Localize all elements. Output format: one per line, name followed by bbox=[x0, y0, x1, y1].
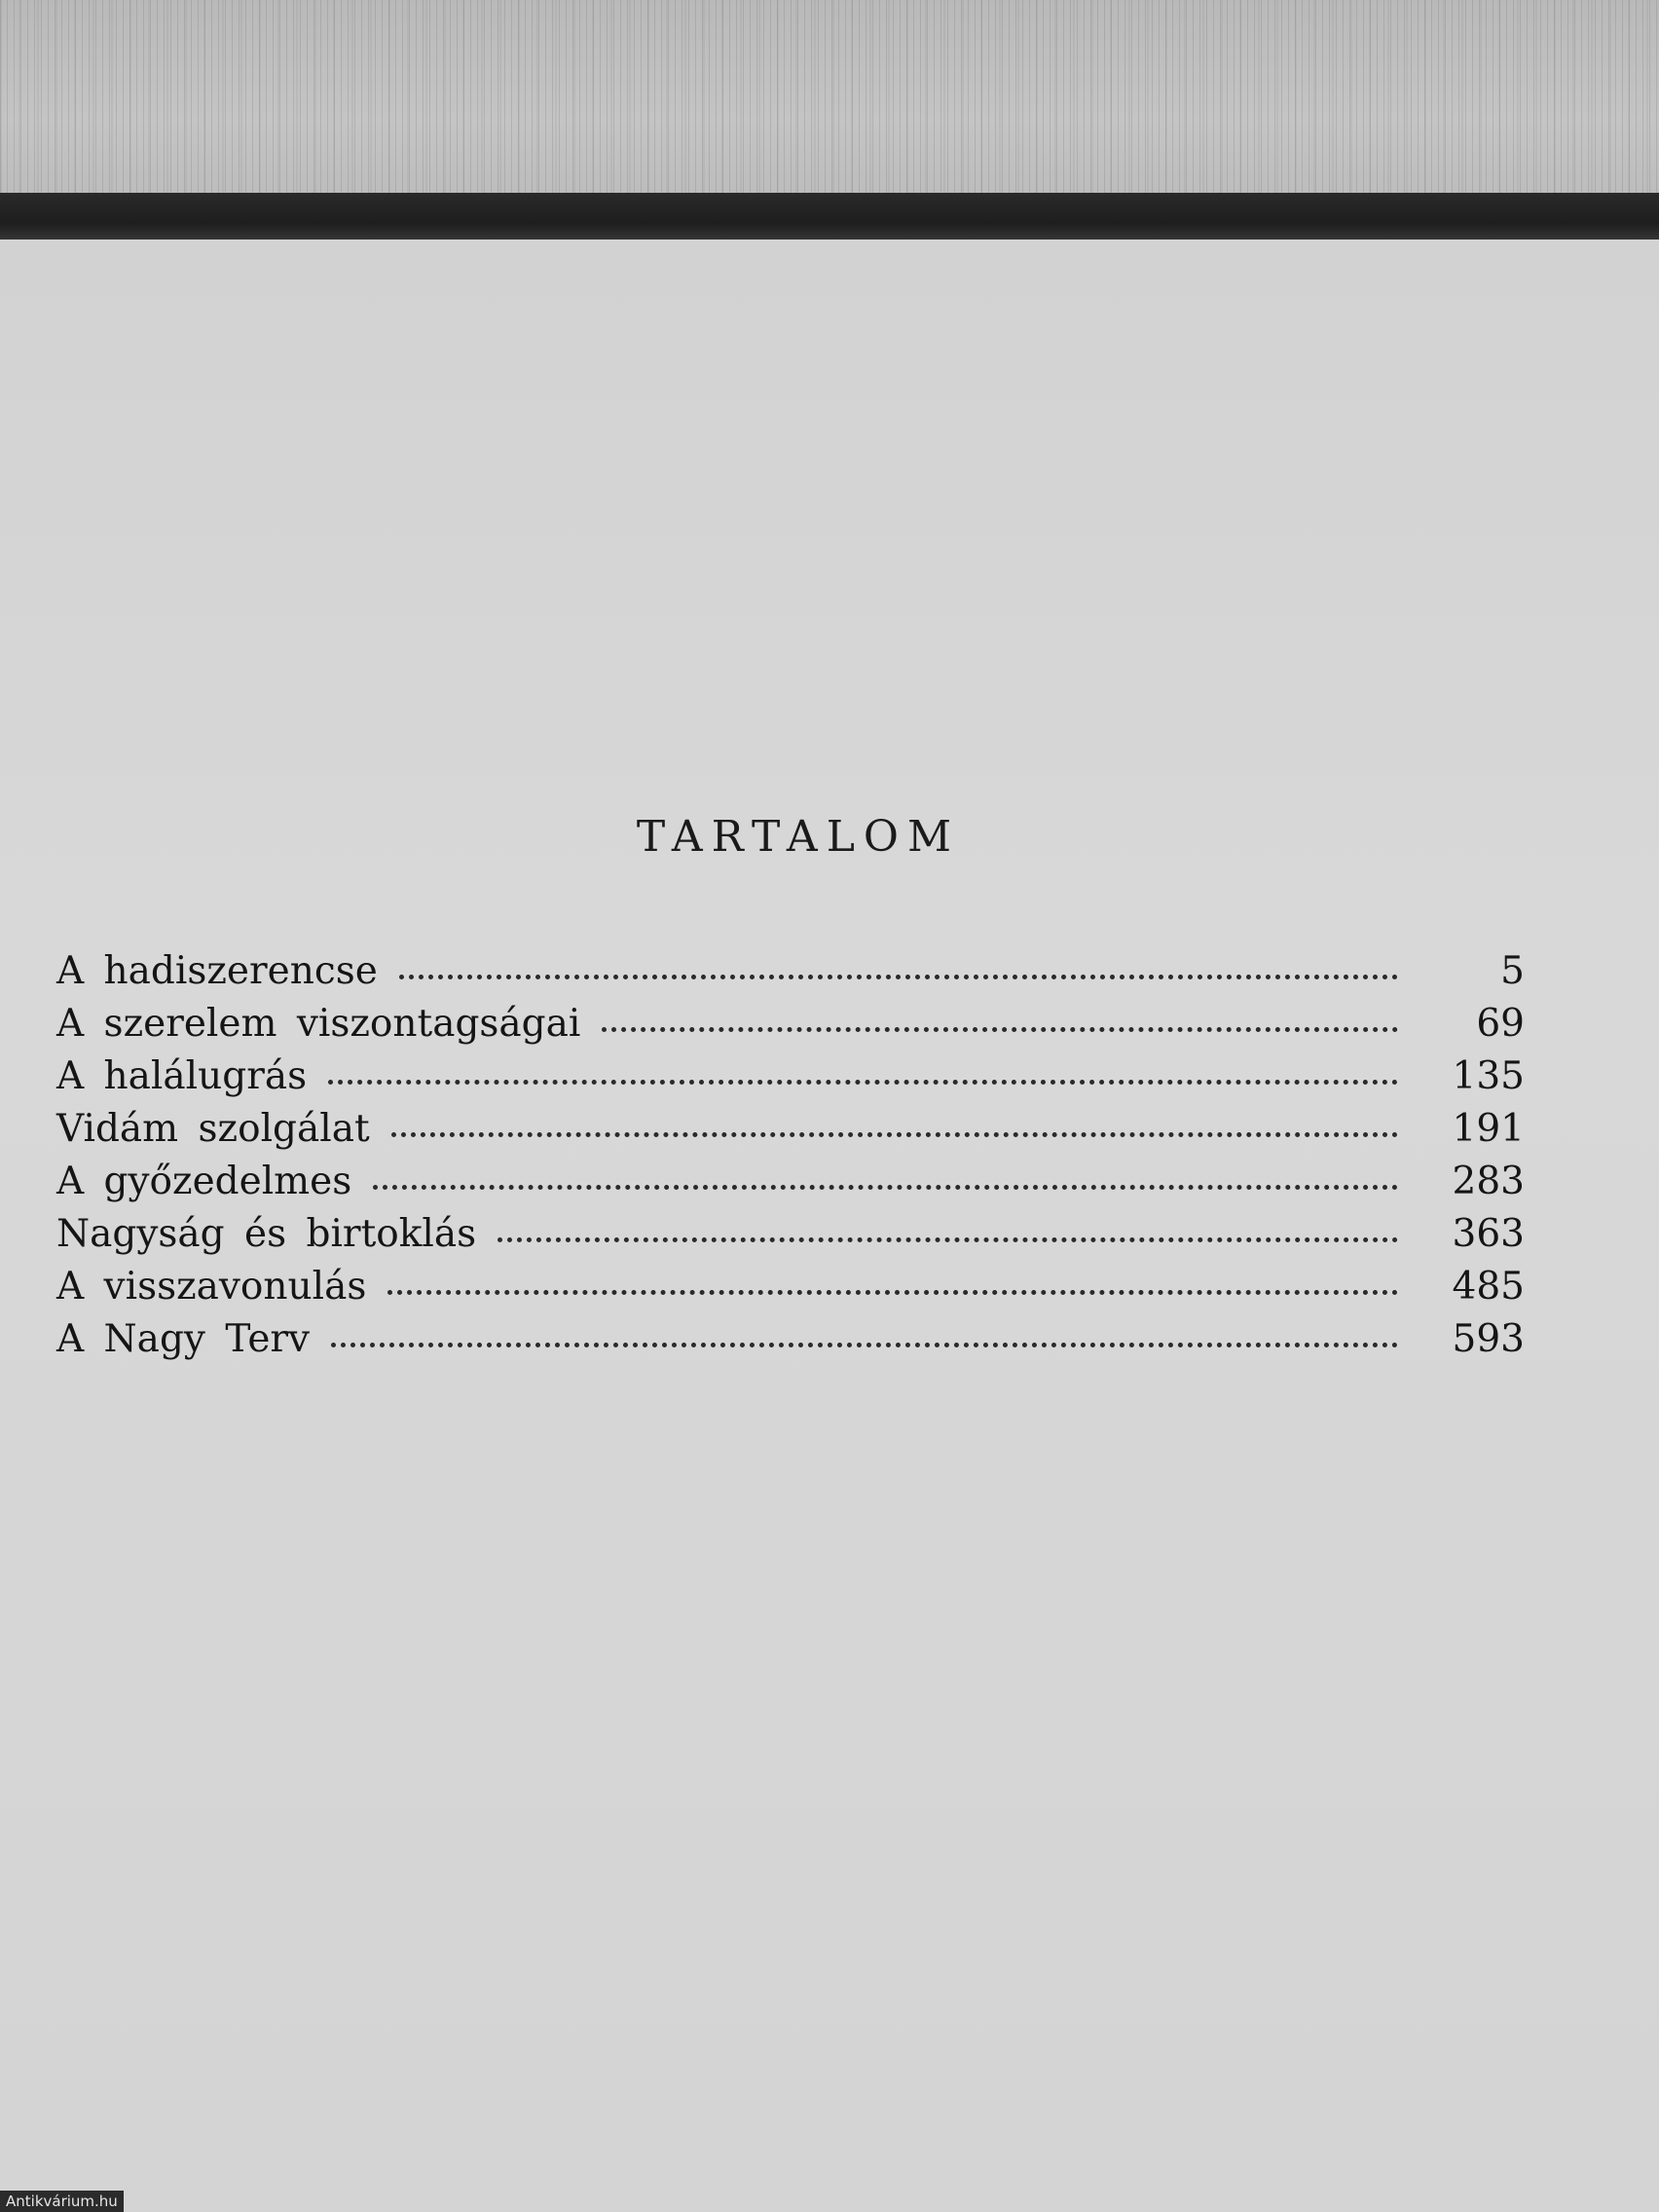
toc-entry bbox=[56, 1265, 1525, 1317]
toc-entry bbox=[56, 1212, 1525, 1265]
background-surface bbox=[0, 0, 1659, 200]
toc-entry-title: A halálugrás bbox=[56, 1054, 308, 1098]
dot-leader bbox=[498, 1237, 1398, 1242]
toc-entry bbox=[56, 949, 1525, 1002]
toc-entry bbox=[56, 1054, 1525, 1107]
book-edge bbox=[0, 193, 1659, 243]
toc-page-number: 485 bbox=[1452, 1265, 1525, 1309]
dot-leader bbox=[387, 1290, 1398, 1295]
dot-leader bbox=[373, 1185, 1398, 1190]
toc-entry bbox=[56, 1160, 1525, 1212]
toc-entry-title: Nagyság és birtoklás bbox=[56, 1212, 477, 1256]
toc-entry bbox=[56, 1107, 1525, 1160]
toc-entry-title: Vidám szolgálat bbox=[56, 1107, 370, 1151]
watermark: Antikvárium.hu bbox=[0, 2191, 124, 2212]
dot-leader bbox=[328, 1080, 1398, 1085]
dot-leader bbox=[391, 1132, 1398, 1137]
toc-title: TARTALOM bbox=[636, 812, 961, 862]
toc-entry-title: A szerelem viszontagságai bbox=[56, 1002, 581, 1046]
toc-page-number: 283 bbox=[1452, 1160, 1525, 1203]
dot-leader bbox=[331, 1343, 1398, 1347]
toc-page-number: 363 bbox=[1452, 1212, 1525, 1256]
toc-entry-title: A visszavonulás bbox=[56, 1265, 367, 1309]
toc-page-number: 191 bbox=[1452, 1107, 1525, 1151]
dot-leader bbox=[399, 975, 1398, 979]
toc-page-number: 135 bbox=[1452, 1054, 1525, 1098]
toc-entry-title: A hadiszerencse bbox=[56, 949, 378, 993]
toc-entry bbox=[56, 1317, 1525, 1370]
toc-page-number: 593 bbox=[1452, 1317, 1525, 1361]
toc-entry-title: A Nagy Terv bbox=[56, 1317, 311, 1361]
toc-entry bbox=[56, 1002, 1525, 1054]
toc-page-number: 5 bbox=[1500, 949, 1525, 993]
toc-page-number: 69 bbox=[1476, 1002, 1525, 1046]
toc-list bbox=[56, 949, 1525, 1370]
toc-entry-title: A győzedelmes bbox=[56, 1160, 352, 1203]
dot-leader bbox=[602, 1027, 1398, 1032]
